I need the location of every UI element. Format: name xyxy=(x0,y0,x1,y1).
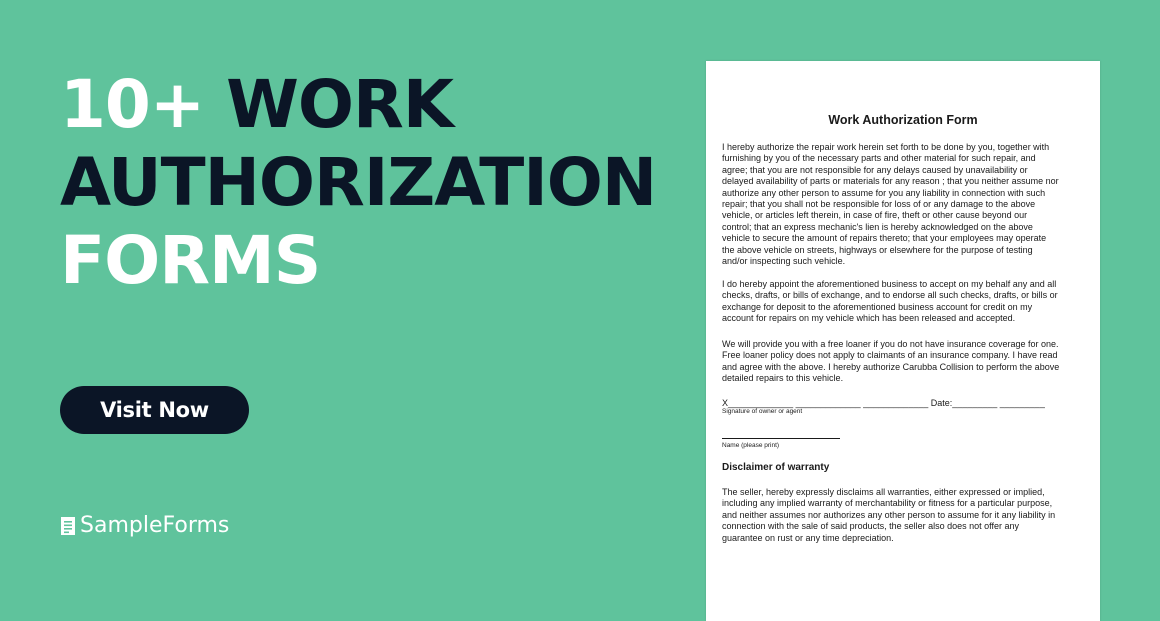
name-line xyxy=(722,438,840,439)
form-paragraph-disclaimer: The seller, hereby expressly disclaims all warranties, either expressed or implied, including any implied warranty of merchantability or fitness for a particular purpose, and neither assumes nor authorizes any other person to assume for it any liability in connection with the sale of said products, the seller also does not offer any guarantee on rust or any time depreciation. xyxy=(722,487,1056,543)
headline-line-3: FORMS xyxy=(60,222,321,299)
disclaimer-heading: Disclaimer of warranty xyxy=(722,462,830,473)
headline-line-2: AUTHORIZATION xyxy=(60,144,657,221)
visit-now-button[interactable]: Visit Now xyxy=(60,386,249,434)
form-preview[interactable] xyxy=(706,61,1100,621)
form-paragraph-loaner: We will provide you with a free loaner if you do not have insurance coverage for one. Free loaner policy does not apply to claimants of an insurance company. I have read and agree with the above. I hereby authorize Carubba Collision to perform the above detailed repairs to this vehicle. xyxy=(722,339,1060,384)
brand-name: SampleForms xyxy=(80,513,230,538)
form-title: Work Authorization Form xyxy=(828,113,978,127)
headline-work: WORK xyxy=(204,66,454,143)
brand-logo[interactable] xyxy=(60,513,229,538)
form-paragraph-appointment: I do hereby appoint the aforementioned business to accept on my behalf any and all checks, drafts, or bills of exchange, and to endorse all such checks, drafts, or bills or exchange for deposit to the aforementioned business account for credit on my account for repairs on my vehicle which has been released and accepted. xyxy=(722,279,1058,324)
signature-caption: Signature of owner or agent xyxy=(722,408,803,415)
headline xyxy=(60,66,656,300)
name-caption: Name (please print) xyxy=(722,442,780,449)
signature-date-line: X_____________ _____________ _____________ Date:_________ _________ xyxy=(722,398,1045,408)
form-paragraph-authorization: I hereby authorize the repair work herein set forth to be done by you, together with furnishing by you of the necessary parts and other material for such repair, and agree; that you are not responsible for any delays caused by unavailability or delayed availability of parts or materials for any reason ; that you neither assume nor authorize any other person to assume for you any liability in connection with such repair; that you shall not be responsible for loss of or any damage to the above vehicle, or articles left therein, in case of fire, theft or other cause beyond our control; that an express mechanic's lien is hereby acknowledged on the above vehicle to secure the amount of repairs thereto; that your employees may operate the above vehicle on streets, highways or elsewhere for the purpose of testing and/or inspecting such vehicle. xyxy=(722,142,1059,267)
document-icon xyxy=(60,516,76,536)
headline-number: 10+ xyxy=(60,66,205,143)
headline-line-1 xyxy=(60,66,656,144)
